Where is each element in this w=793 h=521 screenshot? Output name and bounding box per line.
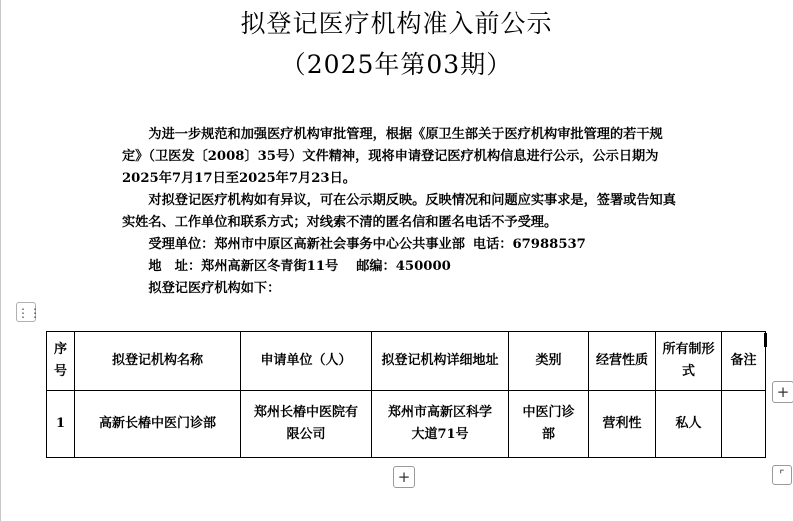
move-grid-icon[interactable]: ⋮⋮ [16, 302, 36, 322]
table-row [47, 391, 766, 458]
header-remarks: 备注 [722, 332, 766, 391]
header-name: 拟登记机构名称 [75, 332, 241, 391]
address-line [122, 256, 682, 278]
header-seq: 序号 [47, 332, 75, 391]
cell-name[interactable]: 高新长椿中医门诊部 [75, 391, 241, 458]
intro-paragraph: 为进一步规范和加强医疗机构审批管理，根据《原卫生部关于医疗机构审批管理的若干规定》（卫医发〔2008〕35号）文件精神，现将申请登记医疗机构信息进行公示，公示日期为2025年7月17日至2025年7月23日。 [122, 127, 663, 186]
cell-applicant[interactable]: 郑州长椿中医院有限公司 [241, 391, 372, 458]
phone-value: 67988537 [512, 237, 586, 252]
plus-icon: + [397, 468, 411, 486]
cell-ownership[interactable]: 私人 [656, 391, 722, 458]
institution-table [46, 331, 766, 458]
add-column-button[interactable] [772, 381, 793, 403]
receiver-value: 郑州市中原区高新社会事务中心公共事业部 [214, 237, 465, 252]
header-address: 拟登记机构详细地址 [372, 332, 509, 391]
cell-category[interactable]: 中医门诊部 [509, 391, 589, 458]
table-resize-button[interactable] [772, 465, 792, 485]
corner-resize-icon: ⌜ [779, 468, 785, 481]
address-label: 地 址： [148, 259, 202, 274]
document-body [122, 124, 682, 300]
cell-nature[interactable]: 营利性 [589, 391, 656, 458]
cell-seq[interactable]: 1 [47, 391, 75, 458]
plus-icon: + [776, 383, 790, 401]
cell-address[interactable]: 郑州市高新区科学大道71号 [372, 391, 509, 458]
table-edge-marker [764, 333, 767, 347]
postcode-label: 邮编： [356, 259, 396, 274]
header-category: 类别 [509, 332, 589, 391]
add-row-button[interactable] [393, 466, 415, 488]
cell-remarks[interactable] [722, 391, 766, 458]
document-title: 拟登记医疗机构准入前公示 [240, 9, 553, 38]
phone-label: 电话： [472, 237, 513, 252]
list-intro: 拟登记医疗机构如下： [148, 281, 281, 296]
address-value: 郑州高新区冬青街11号 [201, 259, 339, 274]
receiver-line [122, 234, 682, 256]
objection-paragraph: 对拟登记医疗机构如有异议，可在公示期反映。反映情况和问题应实事求是，签署或告知真实姓名、工作单位和联系方式；对线索不清的匿名信和匿名电话不予受理。 [122, 193, 676, 230]
receiver-label: 受理单位： [148, 237, 215, 252]
header-ownership: 所有制形式 [656, 332, 722, 391]
header-nature: 经营性质 [589, 332, 656, 391]
table-header-row [47, 332, 766, 391]
document-issue-number: （2025年第03期） [280, 50, 513, 79]
postcode-value: 450000 [395, 259, 451, 274]
header-applicant: 申请单位（人） [241, 332, 372, 391]
